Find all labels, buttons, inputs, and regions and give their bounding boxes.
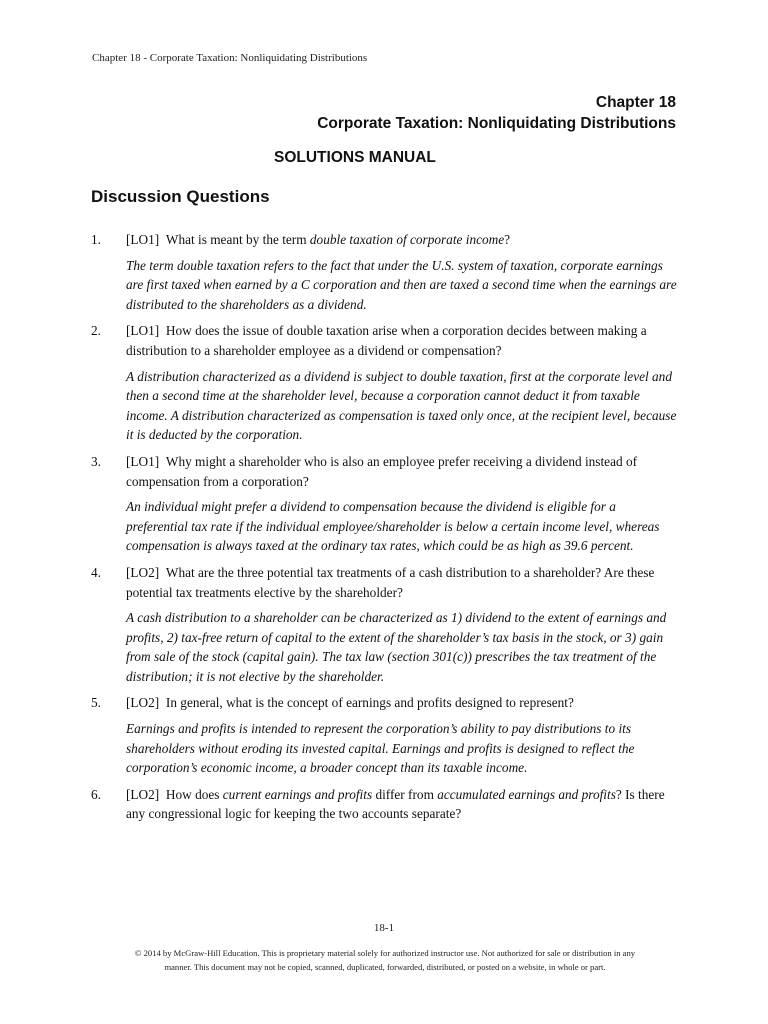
- question-text: [126, 785, 681, 824]
- question-item: [91, 563, 681, 687]
- question-text-part: In general, what is the concept of earnings and profits designed to represent?: [165, 695, 574, 711]
- question-item: [91, 693, 681, 777]
- answer-text: [126, 497, 681, 556]
- answer-paragraph: A cash distribution to a shareholder can be characterized as 1) dividend to the extent of earnings and profits, 2) tax-free return of capital to the extent of the shareholder’s tax basis in the stock, or 3) gain from sale of the stock (capital gain). The tax law (section 301(c)) prescribes the tax treatment of the distribution; it is not elective by the shareholder.: [126, 610, 667, 684]
- answer-text: [126, 367, 681, 445]
- question-emphasis: accumulated earnings and profits: [437, 786, 616, 802]
- question-number: 1.: [91, 232, 101, 247]
- learning-objective: [LO1]: [126, 453, 160, 469]
- answer-paragraph: An individual might prefer a dividend to compensation because the dividend is eligible for a preferential tax rate if the individual employee/shareholder is below a certain income level, whereas compensation is always taxed at the ordinary tax rates, which could be as high as 39.6 percent.: [126, 499, 660, 554]
- question-text-part: ?: [504, 232, 511, 247]
- question-text: [126, 230, 681, 250]
- answer-text: [126, 608, 681, 686]
- answer-paragraph: The term double taxation refers to the fact that under the U.S. system of taxation, corporate earnings are first taxed when earned by a C corporation and then are taxed a second time when the earnings are distributed to the shareholders as a dividend.: [126, 257, 677, 312]
- question-text-part: differ from: [372, 786, 438, 802]
- answer-text: [126, 256, 681, 315]
- section-heading: Discussion Questions: [91, 187, 270, 206]
- question-text-part: ? Is there any congressional logic for keeping the two accounts separate?: [126, 786, 665, 822]
- question-text-part: How does: [165, 786, 223, 802]
- question-item: [91, 785, 681, 824]
- question-list: [91, 230, 681, 831]
- question-text-part: Why might a shareholder who is also an employee prefer receiving a dividend instead of compensation from a corporation?: [126, 453, 638, 489]
- learning-objective: [LO1]: [126, 232, 160, 247]
- question-number: 3.: [91, 453, 101, 469]
- question-text-part: How does the issue of double taxation arise when a corporation decides between making a distribution to a shareholder employee as a dividend or compensation?: [126, 323, 647, 358]
- learning-objective: [LO2]: [126, 695, 160, 711]
- question-number: 5.: [91, 695, 101, 711]
- answer-paragraph: A distribution characterized as a dividend is subject to double taxation, first at the corporate level and then a second time at the shareholder level, because a corporation cannot deduct it from taxable income. A distribution characterized as compensation is taxed only once, at the recipient level, because it is deducted by the corporation.: [126, 368, 677, 443]
- question-text: [126, 452, 681, 491]
- running-header: Chapter 18 - Corporate Taxation: Nonliquidating Distributions: [92, 52, 368, 64]
- answer-paragraph: Earnings and profits is intended to represent the corporation’s ability to pay distributions to its shareholders without eroding its invested capital. Earnings and profits is designed to reflect the corporation’s economic income, a broader concept than its taxable income.: [126, 721, 635, 776]
- question-number: 2.: [91, 323, 101, 339]
- question-text-part: What are the three potential tax treatments of a cash distribution to a shareholder? Are these potential tax treatments elective by the shareholder?: [126, 564, 655, 600]
- chapter-heading: [317, 92, 676, 134]
- page-number: 18-1: [373, 922, 395, 934]
- chapter-title: Corporate Taxation: Nonliquidating Distributions: [317, 115, 676, 132]
- question-item: [91, 230, 681, 314]
- question-emphasis: current earnings and profits: [222, 786, 373, 802]
- question-text-part: What is meant by the term: [165, 232, 310, 247]
- chapter-label: Chapter 18: [595, 94, 676, 111]
- answer-text: [126, 719, 681, 778]
- question-number: 4.: [91, 564, 101, 580]
- question-item: [91, 321, 681, 445]
- question-text: [126, 693, 681, 713]
- learning-objective: [LO2]: [126, 786, 160, 802]
- question-number: 6.: [91, 786, 101, 802]
- copyright-line: manner. This document may not be copied, scanned, duplicated, forwarded, distributed, or posted on a website, in whole or part.: [164, 962, 606, 972]
- question-text: [126, 321, 681, 360]
- question-text: [126, 563, 681, 602]
- learning-objective: [LO2]: [126, 564, 160, 580]
- learning-objective: [LO1]: [126, 323, 160, 339]
- copyright-line: © 2014 by McGraw-Hill Education. This is proprietary material solely for authorized instructor use. Not authorized for sale or distribution in any: [134, 948, 636, 958]
- manual-title: SOLUTIONS MANUAL: [274, 149, 436, 166]
- question-item: [91, 452, 681, 556]
- question-emphasis: double taxation of corporate income: [309, 232, 505, 247]
- copyright-notice: [92, 946, 678, 974]
